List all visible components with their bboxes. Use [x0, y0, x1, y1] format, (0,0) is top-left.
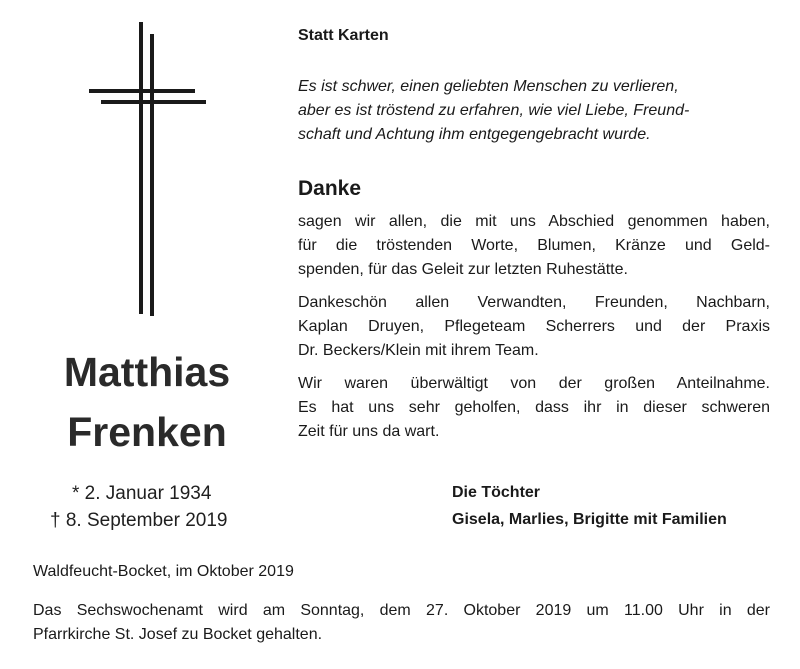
notice-line: Das Sechswochenamt wird am Sonntag, dem 27. Oktober 2019 um 11.00 Uhr in der	[33, 602, 770, 619]
paragraph-line: Wir waren überwältigt von der großen Anteilnahme.	[298, 375, 770, 392]
signature-names: Gisela, Marlies, Brigitte mit Familien	[452, 511, 727, 528]
deceased-last-name: Frenken	[67, 409, 227, 455]
mass-notice	[33, 599, 770, 647]
thanks-paragraph	[298, 372, 770, 444]
paragraph-line: sagen wir allen, die mit uns Abschied genommen haben,	[298, 213, 770, 230]
quote-line: aber es ist tröstend zu erfahren, wie viel Liebe, Freund-	[298, 102, 690, 119]
notice-line: Pfarrkirche St. Josef zu Bocket gehalten.	[33, 626, 323, 643]
thanks-paragraph	[298, 210, 770, 282]
quote-line: schaft und Achtung ihm entgegengebracht wurde.	[298, 126, 651, 143]
quote-block	[298, 75, 768, 147]
quote-line: Es ist schwer, einen geliebten Menschen zu verlieren,	[298, 78, 679, 95]
paragraph-line: Dankeschön allen Verwandten, Freunden, Nachbarn,	[298, 294, 770, 311]
paragraph-line: Es hat uns sehr geholfen, dass ihr in dieser schweren	[298, 399, 770, 416]
paragraph-line: für die tröstenden Worte, Blumen, Kränze und Geld-	[298, 237, 770, 254]
paragraph-line: Kaplan Druyen, Pflegeteam Scherrers und der Praxis	[298, 318, 770, 335]
paragraph-line: Zeit für uns da wart.	[298, 423, 440, 440]
signature-relation: Die Töchter	[452, 484, 541, 501]
statt-karten-heading: Statt Karten	[298, 27, 389, 44]
cross-horizontal-bar	[101, 100, 206, 104]
death-date: † 8. September 2019	[50, 510, 228, 531]
paragraph-line: Dr. Beckers/Klein mit ihrem Team.	[298, 342, 539, 359]
thanks-paragraph	[298, 291, 770, 363]
birth-date: * 2. Januar 1934	[72, 483, 212, 504]
cross-horizontal-bar	[89, 89, 195, 93]
place-date: Waldfeucht-Bocket, im Oktober 2019	[33, 563, 294, 580]
cross-vertical-bar	[139, 22, 143, 314]
paragraph-line: spenden, für das Geleit zur letzten Ruhestätte.	[298, 261, 628, 278]
cross-vertical-bar	[150, 34, 154, 316]
deceased-first-name: Matthias	[63, 349, 231, 395]
danke-heading: Danke	[298, 177, 362, 200]
